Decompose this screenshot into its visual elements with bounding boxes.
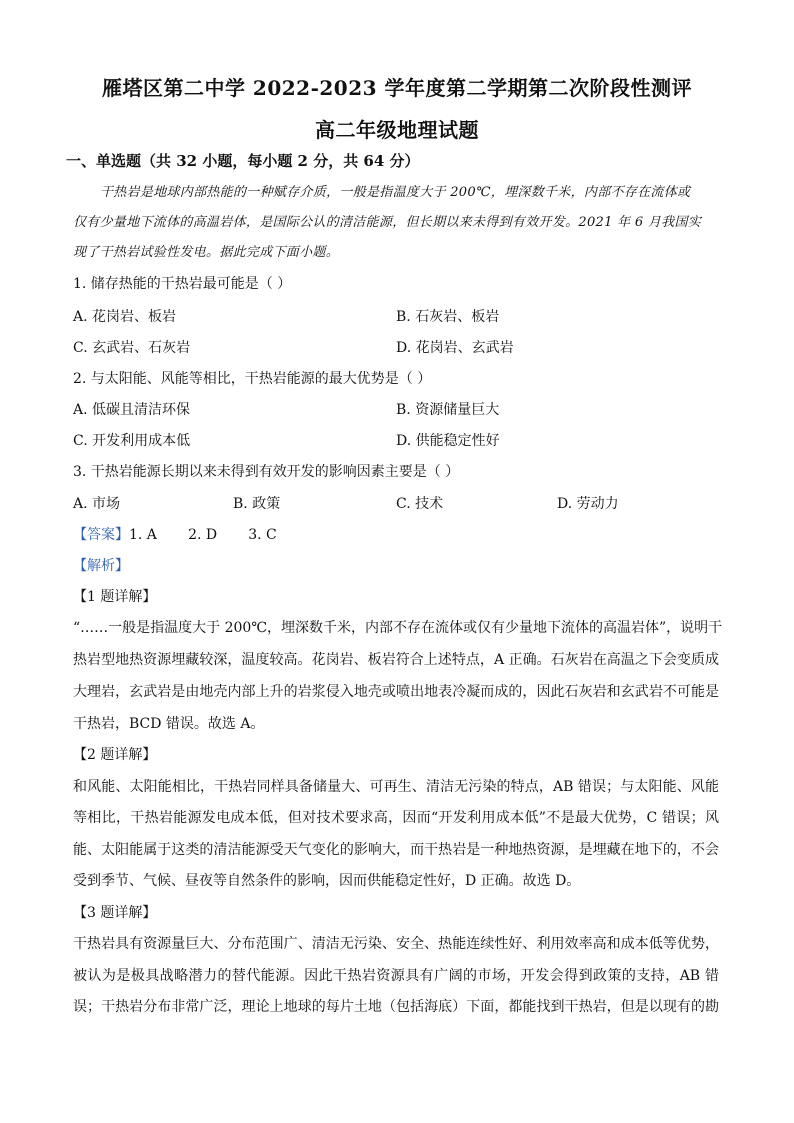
question-option: B. 政策 [233,496,281,512]
answer-values: 1. A 2. D 3. C [129,527,277,543]
answer-tag: 【答案】 [73,527,129,543]
question-option: D. 花岗岩、玄武岩 [396,340,514,356]
detail-tag: 【2 题详解】 [73,747,157,763]
passage-line: 现了干热岩试验性发电。据此完成下面小题。 [73,245,340,260]
question-option: B. 资源储量巨大 [396,402,500,418]
detail-line: 被认为是极具战略潜力的替代能源。因此干热岩资源具有广阔的市场，开发会得到政策的支持，AB 错 [73,968,719,984]
detail-line: 和风能、太阳能相比，干热岩同样具备储量大、可再生、清洁无污染的特点，AB 错误；与太阳能、风能 [73,779,719,795]
question-option: A. 市场 [73,496,121,512]
detail-line: 误；干热岩分布非常广泛，理论上地球的每片土地（包括海底）下面，都能找到干热岩，但是以现有的勘 [73,999,719,1015]
detail-line: 热岩型地热资源埋藏较深，温度较高。花岗岩、板岩符合上述特点，A 正确。石灰岩在高温之下会变质成 [73,652,719,668]
detail-line: 能、太阳能属于这类的清洁能源受天气变化的影响大，而干热岩是一种地热资源，是埋藏在地下的，不会 [73,842,719,858]
question-option: C. 玄武岩、石灰岩 [73,340,191,356]
question-option: D. 供能稳定性好 [396,433,500,449]
question-option: A. 低碳且清洁环保 [73,402,191,418]
passage-line: 干热岩是地球内部热能的一种赋存介质，一般是指温度大于 200℃，埋深数千米，内部不存在流体或 [100,185,691,200]
question-stem: 2. 与太阳能、风能等相比，干热岩能源的最大优势是（ ） [73,371,432,387]
exam-title: 雁塔区第二中学 2022-2023 学年度第二学期第二次阶段性测评 [101,76,693,100]
analysis-tag: 【解析】 [73,558,129,574]
detail-line: 受到季节、气候、昼夜等自然条件的影响，因而供能稳定性好，D 正确。故选 D。 [73,873,581,889]
question-stem: 3. 干热岩能源长期以来未得到有效开发的影响因素主要是（ ） [73,464,460,480]
passage-line: 仅有少量地下流体的高温岩体，是国际公认的清洁能源，但长期以来未得到有效开发。2021 年 6 月我国实 [73,215,702,230]
detail-tag: 【1 题详解】 [73,589,157,605]
exam-subtitle: 高二年级地理试题 [315,118,479,142]
detail-line: 大理岩，玄武岩是由地壳内部上升的岩浆侵入地壳或喷出地表冷凝而成的，因此石灰岩和玄武岩不可能是 [73,684,719,700]
detail-line: 干热岩具有资源量巨大、分布范围广、清洁无污染、安全、热能连续性好、利用效率高和成本低等优势， [73,936,719,952]
detail-line: 干热岩，BCD 错误。故选 A。 [73,716,265,732]
section-heading: 一、单选题（共 32 小题，每小题 2 分，共 64 分） [66,152,420,170]
question-option: A. 花岗岩、板岩 [73,309,177,325]
answer-row [73,525,723,545]
detail-line: 等相比，干热岩能源发电成本低，但对技术要求高，因而“开发利用成本低”不是最大优势，C 错误；风 [73,810,719,826]
question-option: B. 石灰岩、板岩 [396,309,500,325]
detail-tag: 【3 题详解】 [73,905,157,921]
question-option: C. 开发利用成本低 [73,433,191,449]
question-stem: 1. 储存热能的干热岩最可能是（ ） [73,276,292,292]
question-option: C. 技术 [396,496,444,512]
detail-line: “……一般是指温度大于 200℃，埋深数千米，内部不存在流体或仅有少量地下流体的高温岩体”，说明干 [73,620,723,636]
question-option: D. 劳动力 [557,496,619,512]
